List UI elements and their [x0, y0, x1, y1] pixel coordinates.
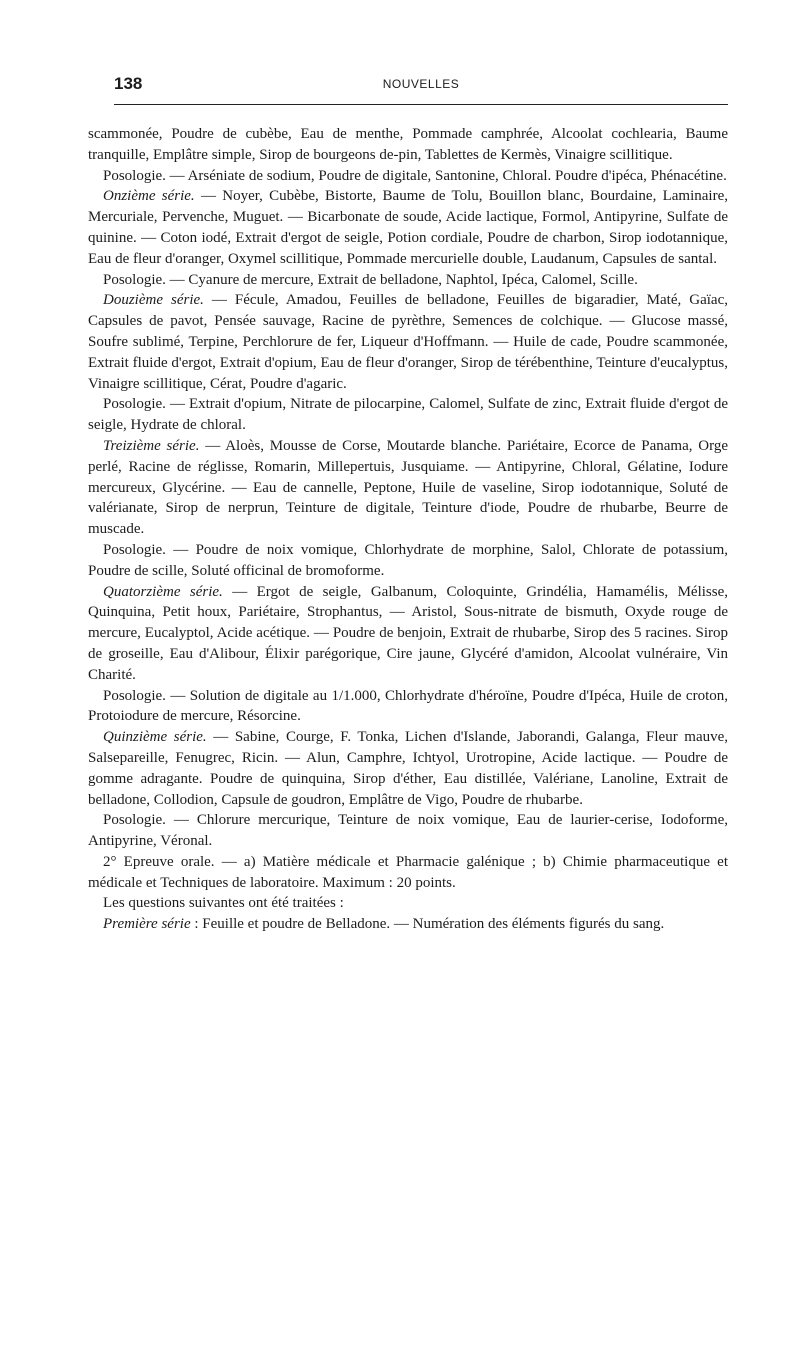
paragraph-text: Posologie. — Extrait d'opium, Nitrate de pilocarpine, Calomel, Sulfate de zinc, Extrait fluide d'ergot de seigle, Hydrate de chloral. — [88, 396, 728, 434]
paragraph-text: Posologie. — Solution de digitale au 1/1.000, Chlorhydrate d'héroïne, Poudre d'Ipéca, Huile de croton, Protoiodure de mercure, Résorcine. — [88, 687, 728, 725]
paragraph — [88, 394, 728, 436]
paragraph-text: Posologie. — Arséniate de sodium, Poudre de digitale, Santonine, Chloral. Poudre d'ipéca, Phénacétine. — [103, 167, 727, 184]
paragraph — [88, 582, 728, 686]
paragraph-text: Les questions suivantes ont été traitées : — [103, 895, 344, 912]
paragraph — [88, 124, 728, 166]
paragraph — [88, 914, 728, 935]
header-rule — [114, 104, 728, 105]
paragraph — [88, 540, 728, 582]
paragraph-label: Première série — [103, 916, 191, 933]
paragraph-text: Posologie. — Cyanure de mercure, Extrait de belladone, Naphtol, Ipéca, Calomel, Scille. — [103, 271, 638, 288]
running-head: NOUVELLES — [382, 77, 460, 91]
paragraph-label: Quatorzième série. — [103, 583, 223, 600]
paragraph-text: : Feuille et poudre de Belladone. — Numération des éléments figurés du sang. — [190, 916, 665, 933]
paragraph-text: Posologie. — Chlorure mercurique, Teinture de noix vomique, Eau de laurier-cerise, Iodoforme, Antipyrine, Véronal. — [88, 812, 728, 850]
paragraph-text: — Aloès, Mousse de Corse, Moutarde blanche. Pariétaire, Ecorce de Panama, Orge perlé, Racine de réglisse, Romarin, Millepertuis, Jusquiame. — Antipyrine, Chloral, Gélatine, Iodure mercureux, Glycérine. — Eau de cannelle, Peptone, Huile de vaseline, Sirop iodotannique, Soluté de valérianate, Sirop de nerprun, Teinture de digitale, Teinture d'iode, Poudre de rhubarbe, Beurre de muscade. — [88, 437, 728, 538]
page-number: 138 — [114, 74, 143, 93]
paragraph-label: Treizième série. — [103, 437, 200, 454]
paragraph — [88, 186, 728, 269]
paragraph — [88, 893, 728, 914]
paragraph — [88, 270, 728, 291]
paragraph-label: Douzième série. — [103, 292, 204, 309]
paragraph-label: Quinzième série. — [103, 729, 207, 746]
paragraph-text: 2° Epreuve orale. — a) Matière médicale et Pharmacie galénique ; b) Chimie pharmaceutique et médicale et Techniques de laboratoire. Maximum : 20 points. — [88, 853, 728, 891]
paragraph-text: — Sabine, Courge, F. Tonka, Lichen d'Islande, Jaborandi, Galanga, Fleur mauve, Salsepareille, Fenugrec, Ricin. — Alun, Camphre, Ichtyol, Urotropine, Acide lactique. — Poudre de gomme adragante. Poudre de quinquina, Sirop d'éther, Eau distillée, Valériane, Lanoline, Extrait de belladone, Collodion, Capsule de goudron, Emplâtre de Vigo, Poudre de rhubarbe. — [88, 729, 729, 808]
paragraph-text: — Fécule, Amadou, Feuilles de belladone, Feuilles de bigaradier, Maté, Gaïac, Capsules de pavot, Pensée sauvage, Racine de pyrèthre, Semences de colchique. — Glucose massé, Soufre sublimé, Terpine, Perchlorure de fer, Liqueur d'Hoffmann. — Huile de cade, Poudre scammonée, Extrait fluide d'ergot, Extrait d'opium, Eau de fleur d'oranger, Sirop de térébenthine, Teinture d'eucalyptus, Vinaigre scillitique, Cérat, Poudre d'agaric. — [88, 292, 728, 392]
paragraph-text: — Ergot de seigle, Galbanum, Coloquinte, Grindélia, Hamamélis, Mélisse, Quinquina, Petit houx, Pariétaire, Strophantus, — Aristol, Sous-nitrate de bismuth, Oxyde rouge de mercure, Eucalyptol, Acide acétique. — Poudre de benjoin, Extrait de rhubarbe, Sirop des 5 racines. Sirop de groseille, Eau d'Alibour, Élixir parégorique, Cire jaune, Glycéré d'amidon, Alcoolat vulnéraire, Vin Charité. — [88, 583, 728, 683]
paragraph — [88, 436, 728, 540]
paragraph — [88, 810, 728, 852]
paragraph-label: Onzième série. — [103, 188, 195, 205]
body-text — [88, 124, 728, 935]
paragraph-text: scammonée, Poudre de cubèbe, Eau de menthe, Pommade camphrée, Alcoolat cochlearia, Baume tranquille, Emplâtre simple, Sirop de bourgeons de-pin, Tablettes de Kermès, Vinaigre scillitique. — [88, 126, 728, 163]
paragraph — [88, 727, 728, 810]
paragraph-text: — Noyer, Cubèbe, Bistorte, Baume de Tolu, Bouillon blanc, Bourdaine, Laminaire, Mercuriale, Pervenche, Muguet. — Bicarbonate de soude, Acide lactique, Formol, Antipyrine, Sulfate de quinine. — Coton iodé, Extrait d'ergot de seigle, Potion cordiale, Poudre de charbon, Sirop iodotannique, Eau de fleur d'oranger, Oxymel scillitique, Pommade mercurielle double, Laudanum, Capsules de santal. — [88, 188, 728, 267]
page-header — [114, 74, 728, 96]
paragraph-text: Posologie. — Poudre de noix vomique, Chlorhydrate de morphine, Salol, Chlorate de potassium, Poudre de scille, Soluté officinal de bromoforme. — [88, 541, 728, 579]
paragraph — [88, 852, 728, 894]
paragraph — [88, 166, 728, 187]
paragraph — [88, 290, 728, 394]
paragraph — [88, 686, 728, 728]
